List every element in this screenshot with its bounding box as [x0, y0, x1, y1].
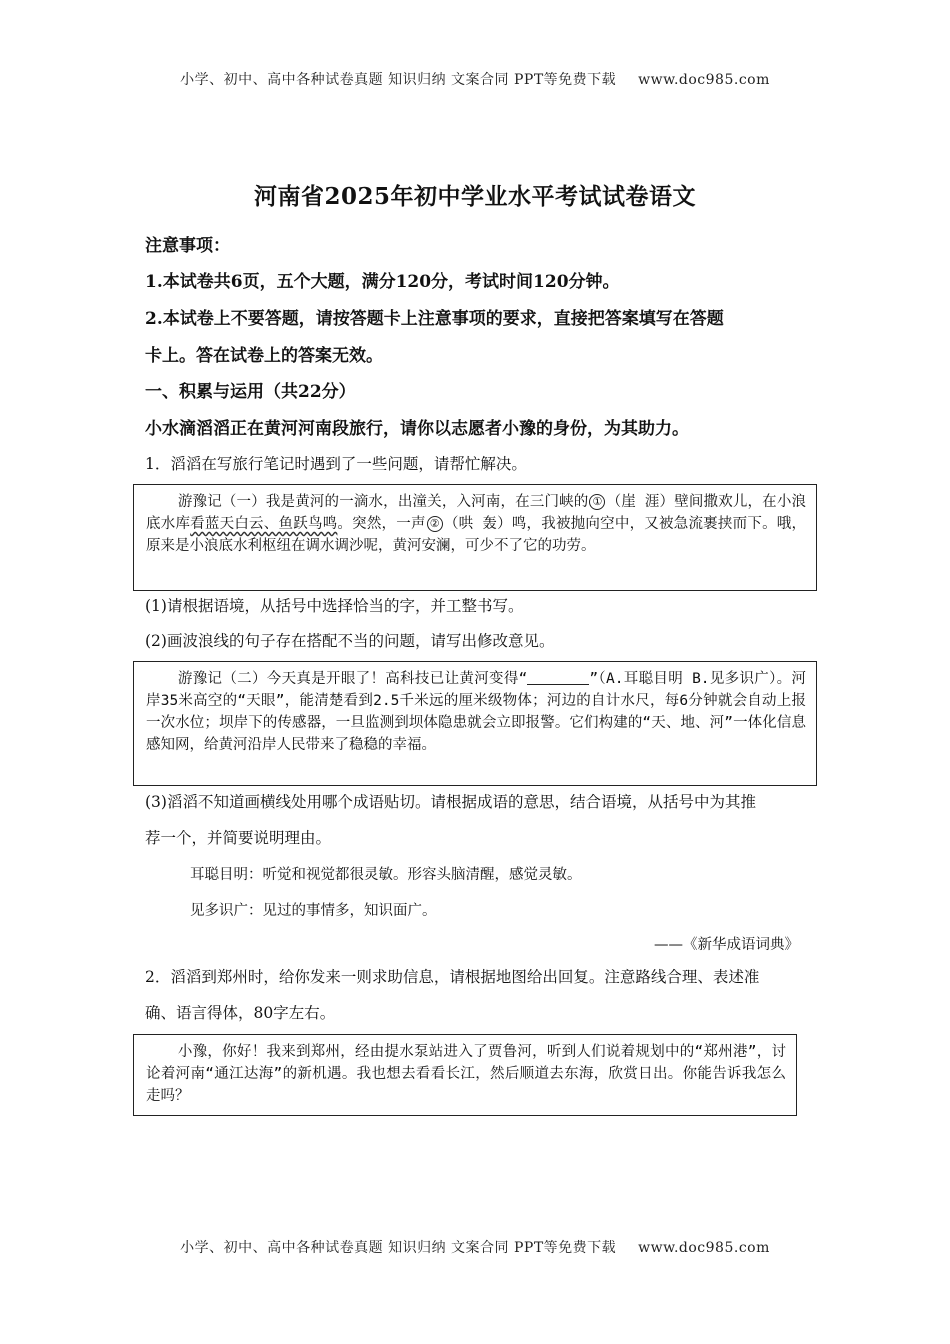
notice-item-2a: 2.本试卷上不要答题，请按答题卡上注意事项的要求，直接把答案填写在答题 — [145, 309, 724, 329]
question-1-sub-1: (1)请根据语境，从括号中选择恰当的字，并工整书写。 — [145, 597, 524, 615]
idiom-definition-1: 耳聪目明：听觉和视觉都很灵敏。形容头脑清醒，感觉灵敏。 — [190, 867, 582, 883]
idiom-blank — [527, 670, 589, 685]
page-title: 河南省2025年初中学业水平考试试卷语文 — [253, 183, 696, 210]
question-1-sub-3a: (3)滔滔不知道画横线处用哪个成语贴切。请根据成语的意思，结合语境，从括号中为其推 — [145, 793, 756, 811]
wavy-underlined-sentence: 看蓝天白云、鱼跃鸟鸣 — [190, 516, 338, 532]
question-2-stem-a: 2．滔滔到郑州时，给你发来一则求助信息，请根据地图给出回复。注意路线合理、表述准 — [145, 968, 760, 986]
question-2-stem-b: 确、语言得体，80字左右。 — [145, 1004, 336, 1022]
note2-part-2: ”（A.耳聪目明 B.见多识广）。河岸35米高空的“天眼”，能清楚看到2.5千米远的厘米级物体；河边的自计水尺，每6分钟就会自动上报一次水位；坝岸下的传感器，一旦监测到坝体隐患就会立即报警。它们构建的“天、地、河”一体化信息感知网，给黄河沿岸人民带来了稳稳的幸福。 — [146, 671, 806, 753]
help-message-text: 小豫，你好！我来到郑州，经由提水泵站进入了贾鲁河，听到人们说着规划中的“郑州港”，讨论着河南“通江达海”的新机遇。我也想去看看长江，然后顺道去东海，欣赏日出。你能告诉我怎么走吗？ — [146, 1044, 786, 1104]
char-options-2: （哄 轰） — [443, 516, 512, 532]
note1-part-4: 鸣，我被抛向空中，又被急流裹挟而下。哦，原来是小浪底水利枢纽在调水调沙呢，黄河安澜，可少不了它的功劳。 — [146, 516, 807, 554]
note2-part-1: 游豫记（二）今天真是开眼了！高科技已让黄河变得“ — [177, 671, 528, 687]
travel-note-2-text — [146, 668, 806, 756]
dictionary-source: ——《新华成语词典》 — [654, 937, 799, 953]
travel-note-1-text — [146, 491, 806, 557]
page-header — [0, 69, 950, 89]
footer-url[interactable]: www.doc985.com — [638, 1240, 770, 1256]
char-options-1: （崖 涯） — [606, 494, 675, 510]
travel-note-box-1 — [133, 484, 817, 591]
note1-part-2: 壁间撒欢儿，在小浪底水库 — [146, 494, 807, 532]
travel-note-box-2 — [133, 661, 817, 786]
question-1-stem: 1．滔滔在写旅行笔记时遇到了一些问题，请帮忙解决。 — [145, 455, 527, 473]
header-url[interactable]: www.doc985.com — [638, 72, 770, 88]
blank-mark-2: ② — [427, 516, 443, 532]
note1-part-1: 游豫记（一）我是黄河的一滴水，出潼关，入河南，在三门峡的 — [177, 494, 589, 510]
question-1-sub-3b: 荐一个，并简要说明理由。 — [145, 829, 332, 847]
footer-text: 小学、初中、高中各种试卷真题 知识归纳 文案合同 PPT等免费下载 — [180, 1240, 617, 1256]
idiom-definition-2: 见多识广：见过的事情多，知识面广。 — [190, 903, 437, 919]
question-1-sub-2: (2)画波浪线的句子存在搭配不当的问题，请写出修改意见。 — [145, 632, 555, 650]
page-footer — [0, 1237, 950, 1257]
header-text: 小学、初中、高中各种试卷真题 知识归纳 文案合同 PPT等免费下载 — [180, 72, 617, 88]
note1-part-3: 。突然，一声 — [337, 516, 426, 532]
notice-heading: 注意事项： — [145, 236, 230, 256]
section-heading: 一、积累与运用（共22分） — [145, 382, 356, 402]
notice-item-2b: 卡上。答在试卷上的答案无效。 — [145, 346, 383, 366]
help-message-box — [133, 1034, 797, 1116]
notice-item-1: 1.本试卷共6页，五个大题，满分120分，考试时间120分钟。 — [145, 272, 620, 292]
blank-mark-1: ① — [589, 494, 605, 510]
section-intro: 小水滴滔滔正在黄河河南段旅行，请你以志愿者小豫的身份，为其助力。 — [145, 419, 689, 439]
